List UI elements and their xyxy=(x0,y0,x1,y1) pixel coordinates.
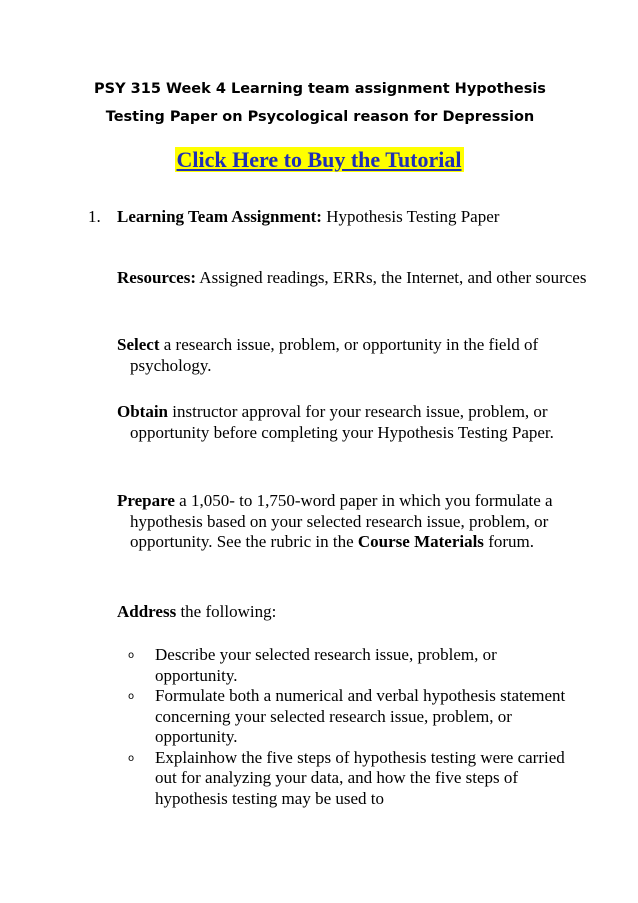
list-item-text: Describe your selected research issue, problem, or opportunity. xyxy=(155,645,497,685)
list-item xyxy=(117,645,575,686)
resources-paragraph xyxy=(117,268,590,289)
resources-text: Assigned readings, ERRs, the Internet, and other sources xyxy=(196,268,587,287)
heading-rest: Hypothesis Testing Paper xyxy=(321,207,500,226)
bullet-list xyxy=(117,645,575,809)
address-paragraph xyxy=(117,602,590,623)
prepare-paragraph xyxy=(117,491,590,553)
prepare-label: Prepare xyxy=(117,491,175,510)
address-label: Address xyxy=(117,602,177,621)
bullet-circle-icon: o xyxy=(128,752,135,764)
bullet-circle-icon: o xyxy=(128,691,135,702)
obtain-label: Obtain xyxy=(117,402,169,421)
select-paragraph xyxy=(117,335,590,376)
document-title-line-2: Testing Paper on Psycological reason for Depression xyxy=(105,109,535,125)
resources-label: Resources: xyxy=(117,268,196,287)
address-text: the following: xyxy=(176,602,277,621)
prepare-text: a 1,050- to 1,750-word paper in which you formulate a hypothesis based on your selected research issue, problem, or opportunity. See the rubric in the xyxy=(130,491,553,551)
course-materials-label: Course Materials xyxy=(357,532,484,551)
obtain-paragraph xyxy=(117,402,590,443)
buy-link-container xyxy=(0,146,638,173)
select-label: Select xyxy=(117,335,160,354)
list-item-text: Formulate both a numerical and verbal hypothesis statement concerning your selected research issue, problem, or opportunity. xyxy=(155,686,566,746)
list-item xyxy=(117,686,575,748)
buy-tutorial-link[interactable]: Click Here to Buy the Tutorial xyxy=(176,147,462,172)
heading-bold: Learning Team Assignment: xyxy=(117,207,322,226)
item-number: 1. xyxy=(88,207,101,226)
document-title-line-1: PSY 315 Week 4 Learning team assignment Hypothesis xyxy=(94,81,546,97)
list-item-text: Explainhow the five steps of hypothesis testing were carried out for analyzing your data, and how the five steps of hypothesis testing may be used to xyxy=(155,747,565,808)
list-item xyxy=(117,748,575,810)
obtain-text: instructor approval for your research issue, problem, or opportunity before completing your Hypothesis Testing Paper. xyxy=(130,402,554,442)
bullet-circle-icon: o xyxy=(128,650,135,661)
prepare-text-end: forum. xyxy=(483,532,534,551)
select-text: a research issue, problem, or opportunity in the field of psychology. xyxy=(130,335,539,375)
